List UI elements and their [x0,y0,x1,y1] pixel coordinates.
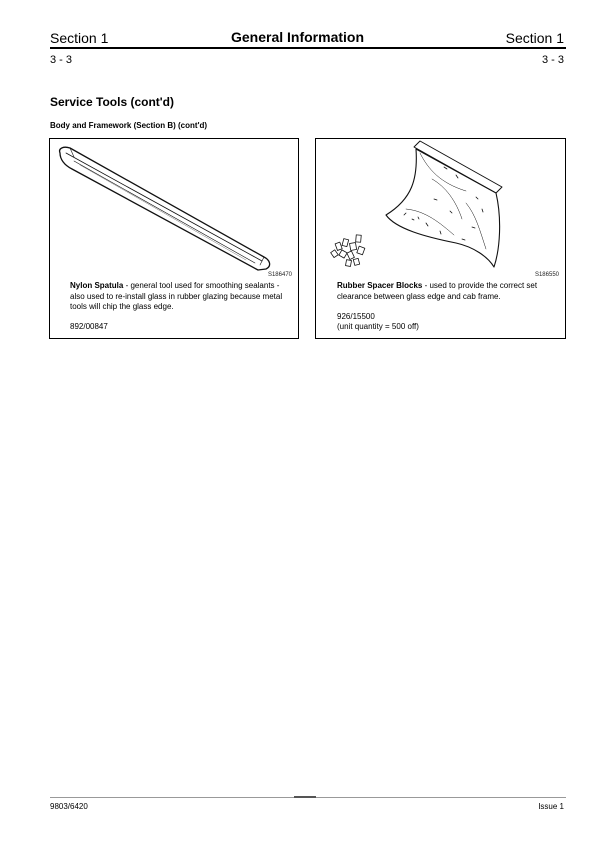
tool-name: Nylon Spatula [70,281,124,290]
tool-panel-nylon-spatula [49,138,299,339]
page-number-right: 3 - 3 [541,54,564,66]
tool-panel-rubber-spacer-blocks [315,138,566,339]
footer-center-mark [294,796,316,798]
part-number: 926/15500 [337,312,375,321]
footer-issue: Issue 1 [538,802,564,811]
nylon-spatula-illustration [50,139,298,274]
header-rule [50,47,566,49]
tool-description [337,281,559,302]
figure-id-s186470: S186470 [267,272,292,278]
section-heading: Service Tools (cont'd) [50,95,174,109]
header-section-right: Section 1 [505,30,564,46]
footer-doc-number: 9803/6420 [50,802,88,811]
tool-description-text: - used to provide the correct set clearance between glass edge and cab frame. [337,281,538,301]
tool-description-text: - general tool used for smoothing sealants - also used to re-install glass in rubber glazing because metal tools will chip the glass edge. [70,281,283,311]
figure-id-s186550: S186550 [534,272,559,278]
header-section-left: Section 1 [50,30,109,46]
tool-name: Rubber Spacer Blocks [337,281,423,290]
section-subheading: Body and Framework (Section B) (cont'd) [50,121,208,130]
rubber-spacer-blocks-illustration [316,139,565,274]
header-title: General Information [230,29,365,45]
unit-quantity-note: (unit quantity = 500 off) [337,322,419,331]
part-number: 892/00847 [70,322,108,331]
tool-description [70,281,290,313]
page-number-left: 3 - 3 [50,54,73,66]
